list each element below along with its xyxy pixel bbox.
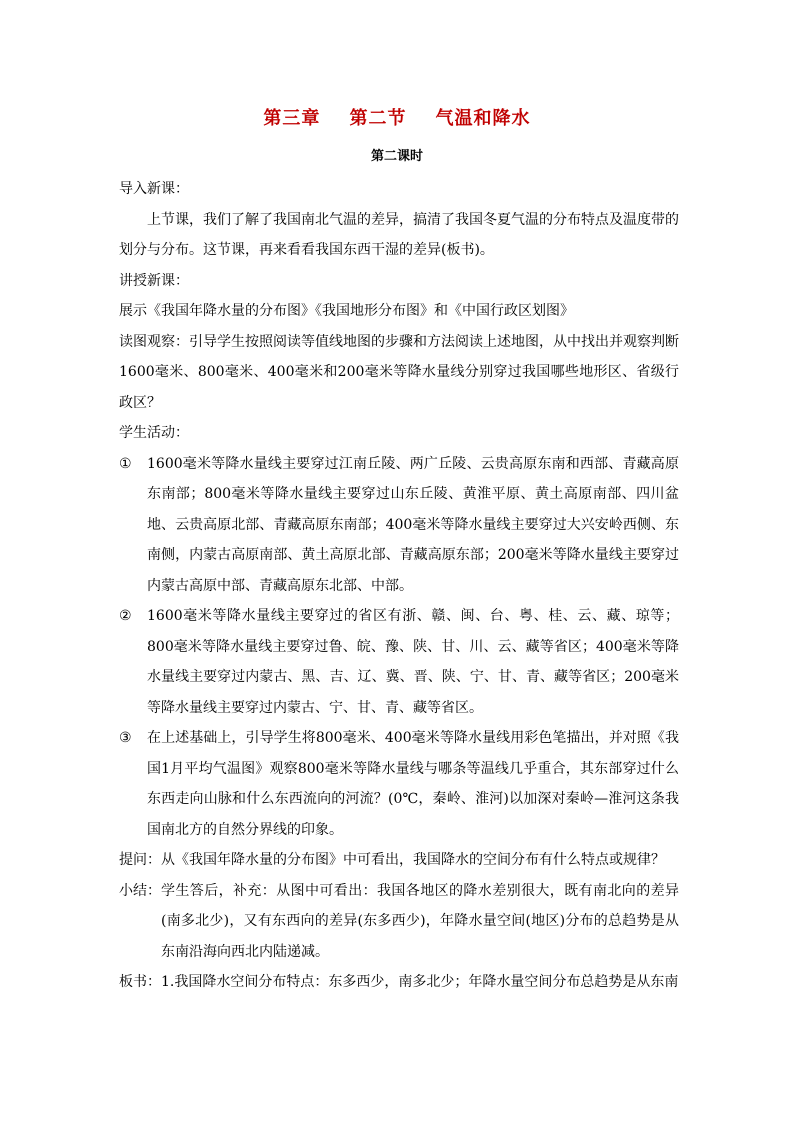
item-text: 在上述基础上，引导学生将800毫米、400毫米等降水量线用彩色笔描出，并对照《我国1月平均气温图》观察800毫米等降水量线与哪条等温线几乎重合，其东部穿过什么东西走向山脉和什么东西流向的河流？(0℃，秦岭、淮河)以加深对秦岭—淮河这条我国南北方的自然分界线的印象。 — [147, 730, 679, 838]
read-map-paragraph: 读图观察：引导学生按照阅读等值线地图的步骤和方法阅读上述地图，从中找出并观察判断1600毫米、800毫米、400毫米和200毫米等降水量线分别穿过我国哪些地形区、省级行政区？ — [119, 333, 679, 411]
page-subtitle: 第二课时 — [370, 149, 423, 164]
list-item — [119, 449, 679, 602]
intro-heading: 导入新课： — [119, 181, 189, 197]
board-block — [119, 967, 679, 998]
summary-label: 小结： — [119, 882, 161, 899]
item-number: ① — [119, 455, 132, 472]
item-number: ② — [119, 608, 132, 624]
item-number: ③ — [119, 730, 132, 746]
list-item — [119, 723, 679, 845]
question-paragraph: 提问：从《我国年降水量的分布图》中可看出，我国降水的空间分布有什么特点或规律？ — [119, 852, 665, 868]
document-body — [119, 174, 679, 998]
lecture-paragraph: 展示《我国年降水量的分布图》《我国地形分布图》和《中国行政区划图》 — [119, 303, 574, 319]
page-title: 第三章 第二节 气温和降水 — [263, 108, 531, 129]
board-text: 1.我国降水空间分布特点：东多西少，南多北少；年降水量空间分布总趋势是从东南 — [161, 974, 679, 990]
item-text: 1600毫米等降水量线主要穿过的省区有浙、赣、闽、台、粤、桂、云、藏、琼等；800毫米等降水量线主要穿过鲁、皖、豫、陕、甘、川、云、藏等省区；400毫米等降水量线主要穿过内蒙古、黑、吉、辽、冀、晋、陕、宁、甘、青、藏等省区；200毫米等降水量线主要穿过内蒙古、宁、甘、青、藏等省区。 — [147, 608, 679, 716]
summary-block — [119, 876, 679, 968]
item-text: 1600毫米等降水量线主要穿过江南丘陵、两广丘陵、云贵高原东南和西部、青藏高原东南部；800毫米等降水量线主要穿过山东丘陵、黄淮平原、黄土高原南部、四川盆地、云贵高原北部、青藏高原东南部；400毫米等降水量线主要穿过大兴安岭西侧、东南侧，内蒙古高原南部、黄土高原北部、青藏高原东部；200毫米等降水量线主要穿过内蒙古高原中部、青藏高原东北部、中部。 — [147, 455, 679, 594]
activity-heading: 学生活动： — [119, 425, 189, 441]
lecture-heading: 讲授新课： — [119, 272, 189, 289]
board-label: 板书： — [119, 974, 161, 990]
list-item — [119, 601, 679, 723]
summary-text: 学生答后，补充：从图中可看出：我国各地区的降水差别很大，既有南北向的差异(南多北少)，又有东西向的差异(东多西少)，年降水量空间(地区)分布的总趋势是从东南沿海向西北内陆递减。 — [161, 882, 679, 960]
intro-paragraph: 上节课，我们了解了我国南北气温的差异，搞清了我国冬夏气温的分布特点及温度带的划分与分布。这节课，再来看看我国东西干湿的差异(板书)。 — [119, 211, 679, 258]
